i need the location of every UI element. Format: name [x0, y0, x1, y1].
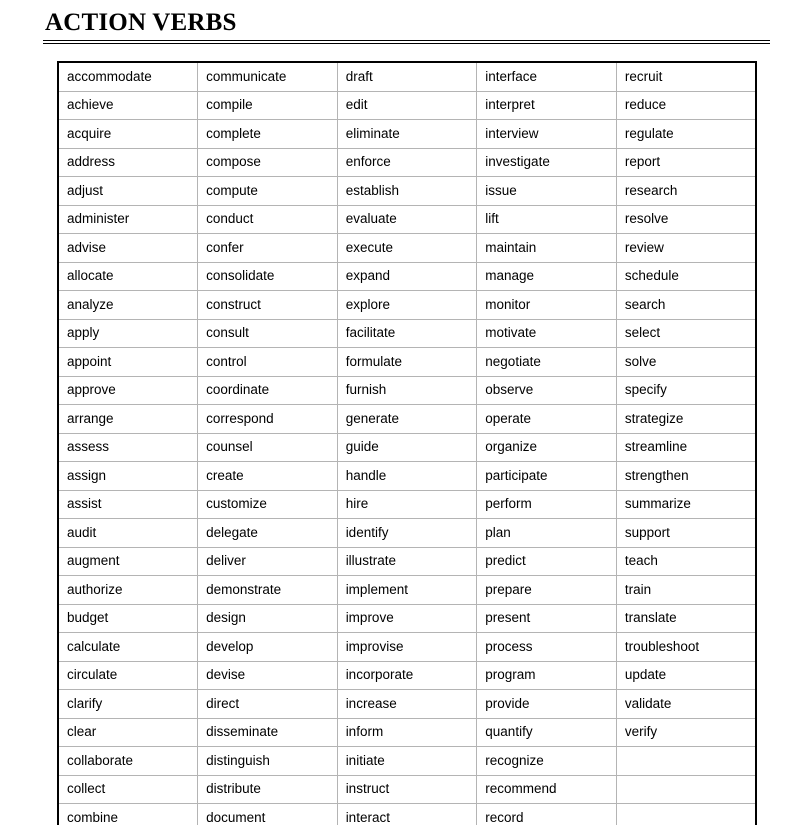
verb-cell[interactable]: investigate: [477, 148, 617, 177]
verb-cell[interactable]: interpret: [477, 91, 617, 120]
table-row: [58, 604, 756, 633]
verb-cell[interactable]: streamline: [616, 433, 756, 462]
verb-cell[interactable]: solve: [616, 348, 756, 377]
table-row: [58, 262, 756, 291]
verb-cell[interactable]: acquire: [58, 120, 198, 149]
verb-cell[interactable]: recognize: [477, 747, 617, 776]
page-title: ACTION VERBS: [45, 9, 237, 36]
verb-cell[interactable]: distinguish: [198, 747, 338, 776]
verb-cell[interactable]: consolidate: [198, 262, 338, 291]
table-row: [58, 690, 756, 719]
verb-cell[interactable]: perform: [477, 490, 617, 519]
verb-cell[interactable]: present: [477, 604, 617, 633]
table-row: [58, 661, 756, 690]
verb-cell[interactable]: evaluate: [337, 205, 477, 234]
table-row: [58, 547, 756, 576]
verb-cell[interactable]: interface: [477, 62, 617, 91]
table-row: [58, 490, 756, 519]
verb-cell[interactable]: motivate: [477, 319, 617, 348]
table-row: [58, 205, 756, 234]
table-row: [58, 462, 756, 491]
verb-cell[interactable]: create: [198, 462, 338, 491]
table-row: [58, 519, 756, 548]
verb-cell[interactable]: execute: [337, 234, 477, 263]
verb-cell[interactable]: direct: [198, 690, 338, 719]
table-row: [58, 120, 756, 149]
verb-cell[interactable]: implement: [337, 576, 477, 605]
verb-cell[interactable]: correspond: [198, 405, 338, 434]
verb-cell[interactable]: incorporate: [337, 661, 477, 690]
verb-cell[interactable]: develop: [198, 633, 338, 662]
verb-cell[interactable]: strengthen: [616, 462, 756, 491]
verb-cell[interactable]: conduct: [198, 205, 338, 234]
verb-cell[interactable]: strategize: [616, 405, 756, 434]
verb-cell[interactable]: clear: [58, 718, 198, 747]
verb-cell[interactable]: edit: [337, 91, 477, 120]
verb-cell[interactable]: hire: [337, 490, 477, 519]
verb-cell[interactable]: augment: [58, 547, 198, 576]
verb-cell[interactable]: compile: [198, 91, 338, 120]
verb-cell[interactable]: increase: [337, 690, 477, 719]
verb-cell[interactable]: deliver: [198, 547, 338, 576]
verb-cell[interactable]: improve: [337, 604, 477, 633]
verb-cell[interactable]: enforce: [337, 148, 477, 177]
verb-cell[interactable]: maintain: [477, 234, 617, 263]
verb-cell[interactable]: search: [616, 291, 756, 320]
verb-cell[interactable]: appoint: [58, 348, 198, 377]
verb-cell[interactable]: compute: [198, 177, 338, 206]
verb-cell[interactable]: troubleshoot: [616, 633, 756, 662]
table-row: [58, 376, 756, 405]
verb-cell[interactable]: approve: [58, 376, 198, 405]
verb-cell[interactable]: instruct: [337, 775, 477, 804]
verb-cell[interactable]: quantify: [477, 718, 617, 747]
verb-cell[interactable]: report: [616, 148, 756, 177]
verb-cell[interactable]: assist: [58, 490, 198, 519]
verb-cell[interactable]: verify: [616, 718, 756, 747]
verb-cell[interactable]: address: [58, 148, 198, 177]
verb-cell[interactable]: confer: [198, 234, 338, 263]
verb-cell[interactable]: initiate: [337, 747, 477, 776]
verb-cell[interactable]: coordinate: [198, 376, 338, 405]
verb-cell[interactable]: advise: [58, 234, 198, 263]
table-row: [58, 633, 756, 662]
verb-cell[interactable]: distribute: [198, 775, 338, 804]
table-row: [58, 62, 756, 91]
verb-cell[interactable]: generate: [337, 405, 477, 434]
table-row: [58, 405, 756, 434]
verb-cell[interactable]: calculate: [58, 633, 198, 662]
verbs-table-body: [58, 62, 756, 825]
verb-cell[interactable]: arrange: [58, 405, 198, 434]
verb-cell[interactable]: negotiate: [477, 348, 617, 377]
table-row: [58, 91, 756, 120]
title-divider: [43, 40, 770, 44]
verb-cell[interactable]: circulate: [58, 661, 198, 690]
empty-cell[interactable]: [616, 747, 756, 776]
verb-cell[interactable]: select: [616, 319, 756, 348]
table-row: [58, 177, 756, 206]
verb-cell[interactable]: update: [616, 661, 756, 690]
verb-cell[interactable]: clarify: [58, 690, 198, 719]
verb-cell[interactable]: observe: [477, 376, 617, 405]
verb-cell[interactable]: audit: [58, 519, 198, 548]
verb-cell[interactable]: lift: [477, 205, 617, 234]
verb-cell[interactable]: prepare: [477, 576, 617, 605]
verb-cell[interactable]: communicate: [198, 62, 338, 91]
verb-cell[interactable]: program: [477, 661, 617, 690]
title-block: [43, 8, 770, 44]
verb-cell[interactable]: provide: [477, 690, 617, 719]
verb-cell[interactable]: organize: [477, 433, 617, 462]
verb-cell[interactable]: interact: [337, 804, 477, 825]
verb-cell[interactable]: disseminate: [198, 718, 338, 747]
verb-cell[interactable]: identify: [337, 519, 477, 548]
table-row: [58, 718, 756, 747]
table-row: [58, 576, 756, 605]
verb-cell[interactable]: apply: [58, 319, 198, 348]
verb-cell[interactable]: manage: [477, 262, 617, 291]
verb-cell[interactable]: compose: [198, 148, 338, 177]
verb-cell[interactable]: explore: [337, 291, 477, 320]
verb-cell[interactable]: regulate: [616, 120, 756, 149]
verb-cell[interactable]: counsel: [198, 433, 338, 462]
verb-cell[interactable]: recruit: [616, 62, 756, 91]
verb-cell[interactable]: consult: [198, 319, 338, 348]
verb-cell[interactable]: collaborate: [58, 747, 198, 776]
verb-cell[interactable]: facilitate: [337, 319, 477, 348]
verb-cell[interactable]: train: [616, 576, 756, 605]
verb-cell[interactable]: support: [616, 519, 756, 548]
verb-cell[interactable]: teach: [616, 547, 756, 576]
verb-cell[interactable]: inform: [337, 718, 477, 747]
verb-cell[interactable]: complete: [198, 120, 338, 149]
verbs-table-container: [57, 61, 755, 825]
verb-cell[interactable]: interview: [477, 120, 617, 149]
action-verbs-table: [57, 61, 757, 825]
verb-cell[interactable]: validate: [616, 690, 756, 719]
table-row: [58, 775, 756, 804]
verb-cell[interactable]: improvise: [337, 633, 477, 662]
verb-cell[interactable]: customize: [198, 490, 338, 519]
table-row: [58, 804, 756, 825]
verb-cell[interactable]: furnish: [337, 376, 477, 405]
verb-cell[interactable]: operate: [477, 405, 617, 434]
verb-cell[interactable]: establish: [337, 177, 477, 206]
verb-cell[interactable]: specify: [616, 376, 756, 405]
verb-cell[interactable]: record: [477, 804, 617, 825]
verb-cell[interactable]: handle: [337, 462, 477, 491]
verb-cell[interactable]: monitor: [477, 291, 617, 320]
verb-cell[interactable]: construct: [198, 291, 338, 320]
verb-cell[interactable]: eliminate: [337, 120, 477, 149]
table-row: [58, 234, 756, 263]
verb-cell[interactable]: collect: [58, 775, 198, 804]
verb-cell[interactable]: guide: [337, 433, 477, 462]
verb-cell[interactable]: assess: [58, 433, 198, 462]
verb-cell[interactable]: control: [198, 348, 338, 377]
verb-cell[interactable]: plan: [477, 519, 617, 548]
verb-cell[interactable]: document: [198, 804, 338, 825]
table-row: [58, 291, 756, 320]
verb-cell[interactable]: assign: [58, 462, 198, 491]
verb-cell[interactable]: recommend: [477, 775, 617, 804]
verb-cell[interactable]: issue: [477, 177, 617, 206]
verb-cell[interactable]: administer: [58, 205, 198, 234]
table-row: [58, 747, 756, 776]
table-row: [58, 433, 756, 462]
verb-cell[interactable]: achieve: [58, 91, 198, 120]
empty-cell[interactable]: [616, 804, 756, 825]
verb-cell[interactable]: authorize: [58, 576, 198, 605]
verb-cell[interactable]: design: [198, 604, 338, 633]
verb-cell[interactable]: accommodate: [58, 62, 198, 91]
verb-cell[interactable]: reduce: [616, 91, 756, 120]
verb-cell[interactable]: analyze: [58, 291, 198, 320]
verb-cell[interactable]: process: [477, 633, 617, 662]
verb-cell[interactable]: combine: [58, 804, 198, 825]
verb-cell[interactable]: summarize: [616, 490, 756, 519]
verb-cell[interactable]: review: [616, 234, 756, 263]
verb-cell[interactable]: resolve: [616, 205, 756, 234]
verb-cell[interactable]: draft: [337, 62, 477, 91]
table-row: [58, 319, 756, 348]
verb-cell[interactable]: predict: [477, 547, 617, 576]
verb-cell[interactable]: expand: [337, 262, 477, 291]
verb-cell[interactable]: participate: [477, 462, 617, 491]
verb-cell[interactable]: allocate: [58, 262, 198, 291]
verb-cell[interactable]: schedule: [616, 262, 756, 291]
table-row: [58, 348, 756, 377]
verb-cell[interactable]: adjust: [58, 177, 198, 206]
verb-cell[interactable]: research: [616, 177, 756, 206]
verb-cell[interactable]: illustrate: [337, 547, 477, 576]
verb-cell[interactable]: delegate: [198, 519, 338, 548]
verb-cell[interactable]: formulate: [337, 348, 477, 377]
empty-cell[interactable]: [616, 775, 756, 804]
verb-cell[interactable]: devise: [198, 661, 338, 690]
verb-cell[interactable]: demonstrate: [198, 576, 338, 605]
verb-cell[interactable]: budget: [58, 604, 198, 633]
verb-cell[interactable]: translate: [616, 604, 756, 633]
table-row: [58, 148, 756, 177]
